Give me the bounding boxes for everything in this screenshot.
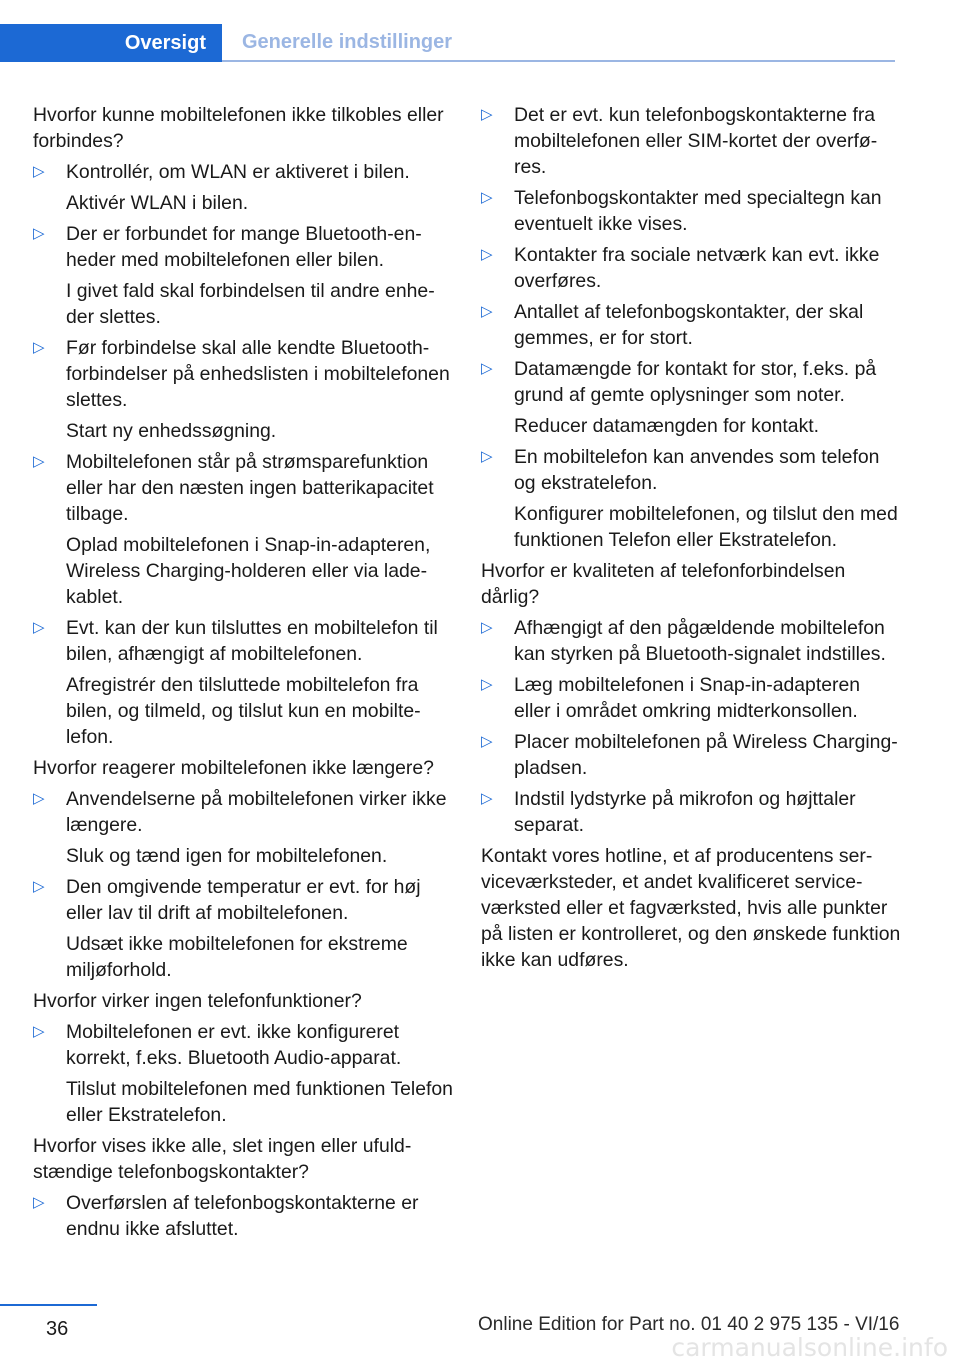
list-item-text: Indstil lydstyrke på mikrofon og højttaler separat. [514, 788, 856, 836]
list-item-text: Kontrollér, om WLAN er aktiveret i bilen. [66, 161, 410, 183]
list-item [33, 874, 453, 983]
list-item-remedy: Aktivér WLAN i bilen. [66, 192, 249, 214]
list-item-text: Kontakter fra sociale netværk kan evt. ikke overføres. [514, 244, 880, 292]
list-item [33, 786, 453, 869]
list-item [481, 299, 901, 351]
list-item [481, 444, 901, 553]
triangle-bullet-icon: ▷ [33, 225, 45, 242]
footer-rule [0, 1304, 97, 1306]
triangle-bullet-icon: ▷ [481, 189, 493, 206]
page-number: 36 [46, 1318, 69, 1340]
list-item-text: Mobiltelefonen er evt. ikke konfigureret korrekt, f.eks. Bluetooth Audio-apparat. [66, 1021, 402, 1069]
section-tab-generelle-indstillinger[interactable]: Generelle indstillinger [222, 24, 895, 62]
watermark: carmanualsonline.info [671, 1333, 948, 1362]
triangle-bullet-icon: ▷ [481, 733, 493, 750]
list-item-text: Evt. kan der kun tilsluttes en mobiltelefon til bilen, afhængigt af mobiltelefonen. [66, 617, 438, 665]
list-item-text: Telefonbogskontakter med specialtegn kan eventuelt ikke vises. [514, 187, 882, 235]
list-item-text: Datamængde for kontakt for stor, f.eks. på grund af gemte oplysninger som noter. [514, 358, 877, 406]
list-item [481, 615, 901, 667]
triangle-bullet-icon: ▷ [33, 1194, 45, 1211]
question-paragraph: Hvorfor kunne mobiltelefonen ikke tilkobles eller forbindes? [33, 104, 444, 152]
list-item [481, 786, 901, 838]
question-paragraph: Hvorfor reagerer mobiltelefonen ikke længere? [33, 757, 434, 779]
list-item-text: Den omgivende temperatur er evt. for høj eller lav til drift af mobiltelefonen. [66, 876, 421, 924]
question-paragraph: Hvorfor er kvaliteten af telefonforbindelsen dårlig? [481, 560, 846, 608]
list-item-remedy: Tilslut mobiltelefonen med funktionen Telefon eller Ekstratelefon. [66, 1078, 453, 1126]
page-header [0, 0, 960, 62]
list-item [33, 449, 453, 610]
triangle-bullet-icon: ▷ [33, 1023, 45, 1040]
list-item-remedy: Start ny enhedssøgning. [66, 420, 277, 442]
list-item [481, 672, 901, 724]
list-item-remedy: Sluk og tænd igen for mobiltelefonen. [66, 845, 388, 867]
list-item [481, 102, 901, 180]
question-paragraph: Kontakt vores hotline, et af producentens serviceværksteder, et andet kvalificeret serviceværksted eller et fagværksted, hvis alle punkter på listen er kontrolleret, og den ønskede funktion ikke kan udføres. [481, 845, 901, 971]
list-item-remedy: Udsæt ikke mobiltelefonen for ekstreme miljøforhold. [66, 933, 408, 981]
triangle-bullet-icon: ▷ [33, 453, 45, 470]
triangle-bullet-icon: ▷ [33, 163, 45, 180]
question-paragraph: Hvorfor virker ingen telefonfunktioner? [33, 990, 362, 1012]
list-item-remedy: Reducer datamængden for kontakt. [514, 415, 820, 437]
triangle-bullet-icon: ▷ [481, 106, 493, 123]
list-item [481, 242, 901, 294]
list-item [33, 1190, 453, 1242]
list-item-text: Læg mobiltelefonen i Snap-in-adapteren eller i området omkring midterkonsollen. [514, 674, 861, 722]
list-item-text: Mobiltelefonen står på strømsparefunktion eller har den næsten ingen batterikapacitet tilbage. [66, 451, 434, 525]
list-item [33, 159, 453, 216]
list-item-text: Anvendelserne på mobiltelefonen virker ikke længere. [66, 788, 447, 836]
section-tab-oversigt[interactable]: Oversigt [0, 24, 222, 62]
list-item-text: Antallet af telefonbogskontakter, der skal gemmes, er for stort. [514, 301, 864, 349]
list-item-text: Afhængigt af den pågældende mobiltelefon kan styrken på Bluetooth-signalet indstilles. [514, 617, 886, 665]
list-item-text: Placer mobiltelefonen på Wireless Charging-pladsen. [514, 731, 898, 779]
list-item-remedy: Oplad mobiltelefonen i Snap-in-adapteren, Wireless Charging-holderen eller via ladekablet. [66, 534, 431, 608]
list-item-text: Overførslen af telefonbogskontakterne er endnu ikke afsluttet. [66, 1192, 419, 1240]
list-item [481, 185, 901, 237]
list-item-text: Der er forbundet for mange Bluetooth-enheder med mobiltelefonen eller bilen. [66, 223, 422, 271]
list-item [33, 615, 453, 750]
triangle-bullet-icon: ▷ [33, 790, 45, 807]
list-item-remedy: Konfigurer mobiltelefonen, og tilslut den med funktionen Telefon eller Ekstratelefon. [514, 503, 898, 551]
edition-note: Online Edition for Part no. 01 40 2 975 135 - VI/16 [478, 1314, 900, 1335]
right-column [481, 102, 901, 978]
list-item-text: Før forbindelse skal alle kendte Bluetooth-forbindelser på enhedslisten i mobiltelefonen slettes. [66, 337, 450, 411]
list-item-remedy: I givet fald skal forbindelsen til andre enheder slettes. [66, 280, 435, 328]
triangle-bullet-icon: ▷ [481, 790, 493, 807]
list-item [33, 221, 453, 330]
list-item [33, 1019, 453, 1128]
triangle-bullet-icon: ▷ [33, 619, 45, 636]
triangle-bullet-icon: ▷ [481, 676, 493, 693]
list-item-text: Det er evt. kun telefonbogskontakterne fra mobiltelefonen eller SIM-kortet der overføres. [514, 104, 878, 178]
list-item-remedy: Afregistrér den tilsluttede mobiltelefon fra bilen, og tilmeld, og tilslut kun en mobiltelefon. [66, 674, 421, 748]
list-item [481, 729, 901, 781]
triangle-bullet-icon: ▷ [481, 448, 493, 465]
triangle-bullet-icon: ▷ [481, 619, 493, 636]
triangle-bullet-icon: ▷ [481, 360, 493, 377]
triangle-bullet-icon: ▷ [481, 246, 493, 263]
list-item [481, 356, 901, 439]
triangle-bullet-icon: ▷ [33, 878, 45, 895]
triangle-bullet-icon: ▷ [33, 339, 45, 356]
list-item [33, 335, 453, 444]
left-column [33, 102, 453, 1247]
list-item-text: En mobiltelefon kan anvendes som telefon og ekstratelefon. [514, 446, 880, 494]
question-paragraph: Hvorfor vises ikke alle, slet ingen eller ufuldstændige telefonbogskontakter? [33, 1135, 412, 1183]
triangle-bullet-icon: ▷ [481, 303, 493, 320]
